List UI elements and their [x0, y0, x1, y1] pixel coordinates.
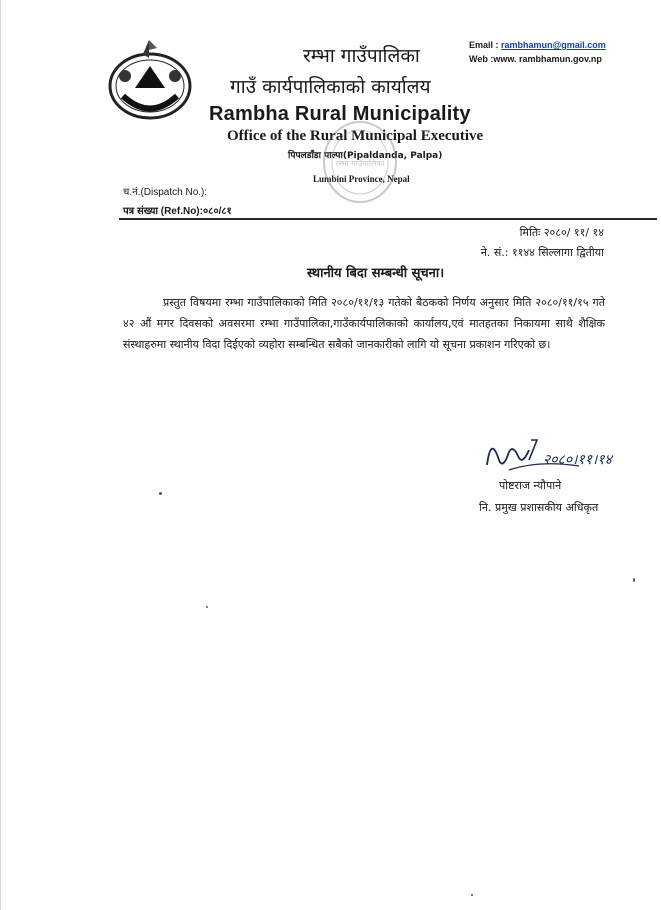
- signature-date: २०८०।११।१४: [543, 452, 612, 468]
- web-line: [469, 52, 606, 66]
- web-label: Web :: [469, 54, 494, 64]
- office-stamp: [319, 118, 401, 206]
- reference-number: [123, 203, 232, 217]
- nepal-emblem-icon: [105, 36, 195, 122]
- office-name-english: Office of the Rural Municipal Executive: [227, 128, 484, 144]
- notice-subject: स्थानीय बिदा सम्बन्धी सूचना।: [307, 266, 445, 281]
- address-line-2: Lumbini Province, Nepal: [313, 174, 410, 184]
- office-name-nepali: गाउँ कार्यपालिकाको कार्यालय: [230, 76, 431, 98]
- address-line-1: पिपलडाँडा पाल्पा(Pipaldanda, Palpa): [288, 151, 443, 161]
- header-divider: [119, 218, 657, 220]
- scan-speck: [159, 492, 162, 495]
- municipality-name-nepali: रम्भा गाउँपालिका: [303, 45, 420, 67]
- web-link[interactable]: www. rambhamun.gov.np: [493, 54, 602, 64]
- ref-value: ०८०/८१: [202, 206, 232, 217]
- stamp-text: रम्भा गाउँपालिका: [335, 159, 385, 168]
- scan-speck: [471, 894, 473, 896]
- municipality-name-english: Rambha Rural Municipality: [209, 103, 471, 125]
- email-link[interactable]: rambhamun@gmail.com: [501, 40, 606, 50]
- dispatch-number: च.नं.(Dispatch No.):: [123, 187, 208, 198]
- scan-speck: [633, 578, 635, 582]
- handwritten-signature: [479, 430, 634, 485]
- contact-block: [469, 38, 606, 66]
- scan-speck: [206, 606, 208, 608]
- notice-body: प्रस्तुत विषयमा रम्भा गाउँपालिकाको मिति २०८०/११/१३ गतेको बैठकको निर्णय अनुसार मिति २०८०/११/१५ गते ४२ औं मगर दिवसको अवसरमा रम्भा गाउँपालिका,गाउँकार्यपालिकाको कार्यालय,एवं मातहतका निकायमा साथै शैक्षिक संस्थाहरुमा स्थानीय विदा दिईएको व्यहोरा सम्बन्धित सबैको जानकारीको लागि यो सूचना प्रकाशन गरिएको छ।: [123, 296, 605, 351]
- nepal-sambat-date: ने. सं.: ११४४ सिल्लागा द्वितीया: [480, 246, 604, 259]
- signatory-title: नि. प्रमुख प्रशासकीय अधिकृत: [479, 501, 599, 514]
- signatory-name: पोष्टराज न्यौपाने: [499, 479, 562, 492]
- ref-label: पत्र संख्या (Ref.No):: [123, 206, 203, 217]
- email-label: Email :: [469, 40, 502, 50]
- letter-date: मितिः २०८०/ ११/ १४: [519, 226, 604, 239]
- email-line: [469, 38, 606, 52]
